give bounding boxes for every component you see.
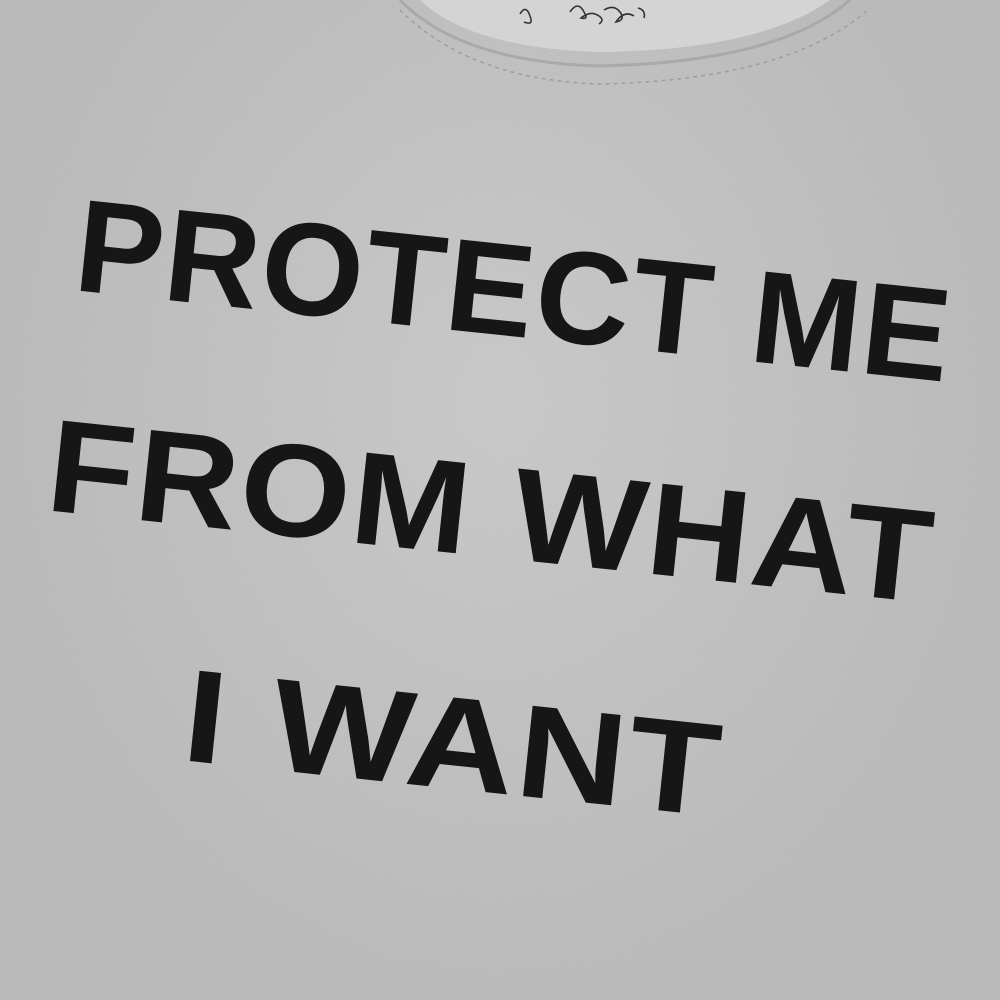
slogan-line-2: FROM WHAT	[41, 391, 882, 625]
slogan-line-1: PROTECT ME	[69, 171, 965, 411]
slogan-line-3: I WANT	[177, 641, 664, 838]
